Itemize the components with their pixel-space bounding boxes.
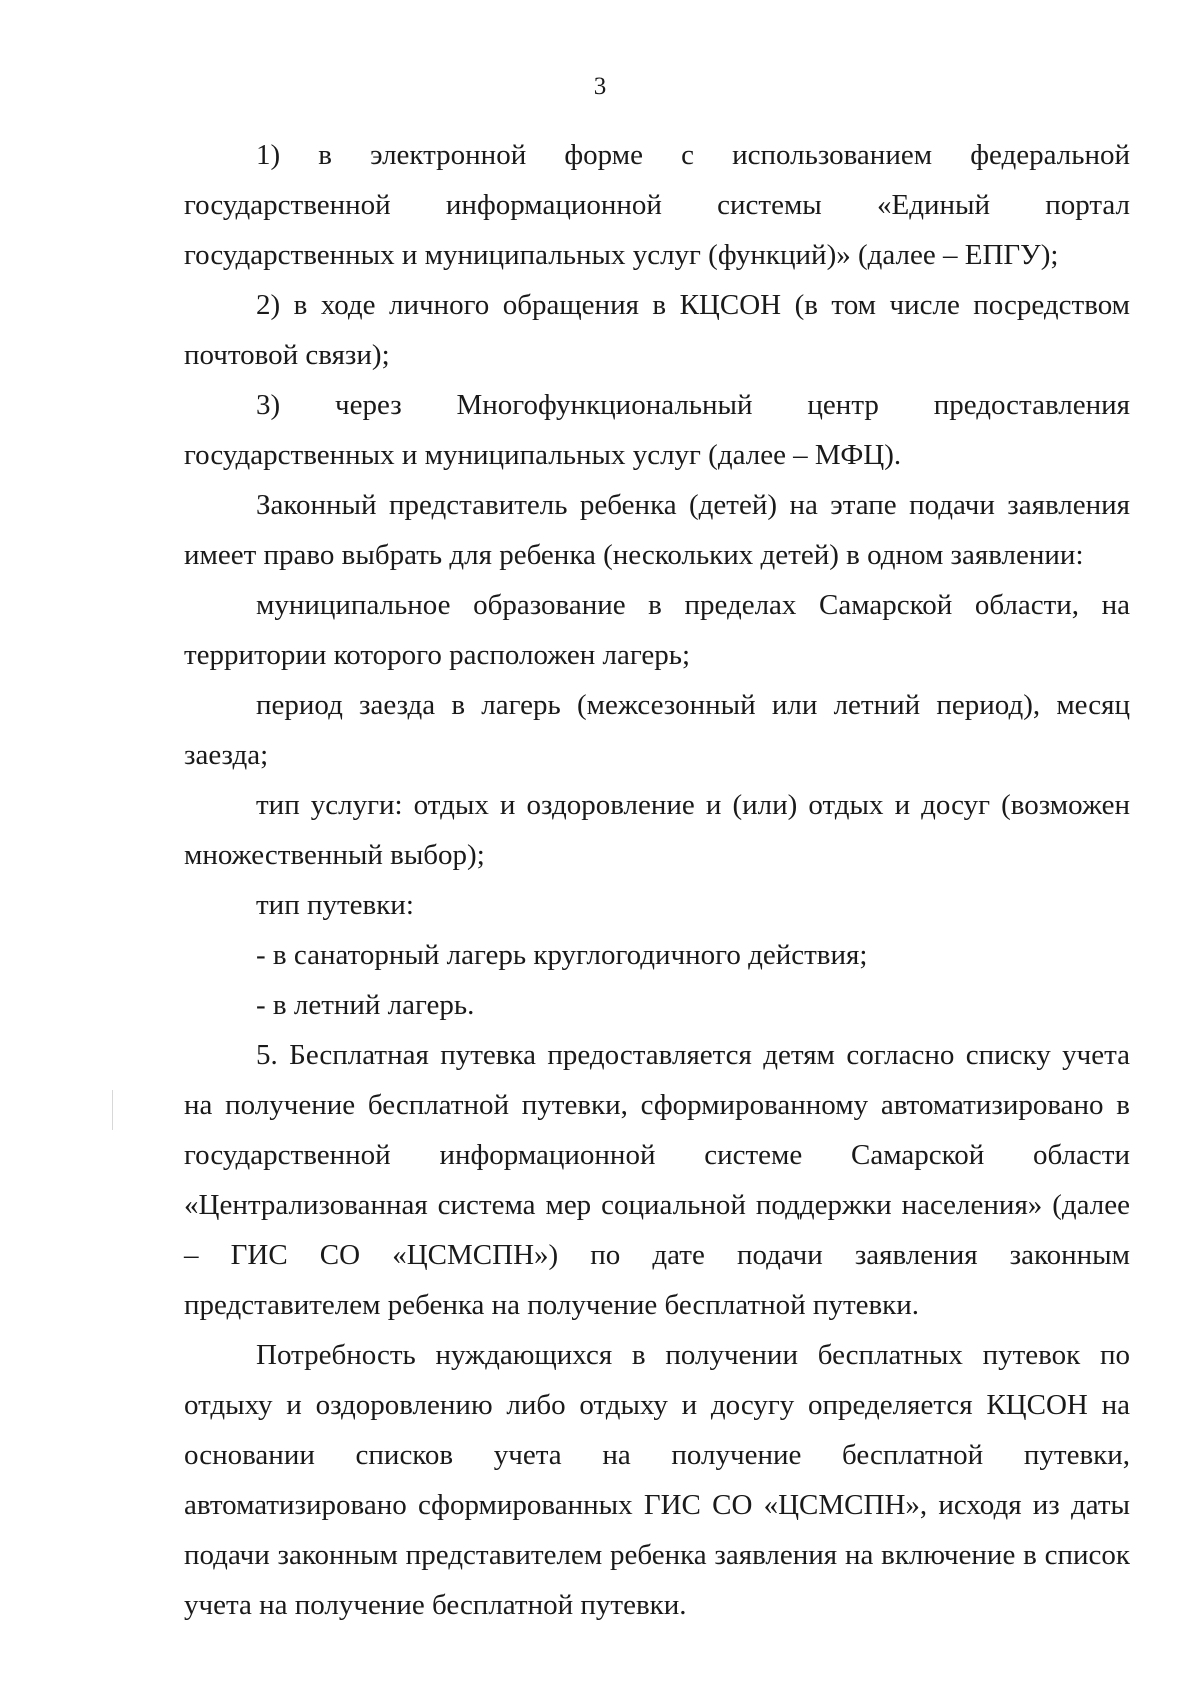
document-body xyxy=(184,130,1130,1630)
paragraph-free-voucher: 5. Бесплатная путевка предоставляется детям согласно списку учета на получение бесплатной путевки, сформированному автоматизировано в государственной информационной системе Самарской области «Централизованная система мер социальной поддержки населения» (далее – ГИС СО «ЦСМСПН») по дате подачи заявления законным представителем ребенка на получение бесплатной путевки. xyxy=(184,1039,1130,1321)
paragraph-mfc: 3) через Многофункциональный центр предоставления государственных и муниципальных услуг (далее – МФЦ). xyxy=(184,389,1130,471)
paragraph-period: период заезда в лагерь (межсезонный или летний период), месяц заезда; xyxy=(184,689,1130,771)
list-item-summer-camp: - в летний лагерь. xyxy=(256,989,475,1021)
paragraph-epgu: 1) в электронной форме с использованием федеральной государственной информационной системы «Единый портал государственных и муниципальных услуг (функций)» (далее – ЕПГУ); xyxy=(184,139,1130,271)
paragraph-voucher-type: тип путевки: xyxy=(256,889,414,921)
paragraph-kcson: 2) в ходе личного обращения в КЦСОН (в том числе посредством почтовой связи); xyxy=(184,289,1130,371)
paragraph-representative: Законный представитель ребенка (детей) на этапе подачи заявления имеет право выбрать для ребенка (нескольких детей) в одном заявлении: xyxy=(184,489,1130,571)
paragraph-service-type: тип услуги: отдых и оздоровление и (или) отдых и досуг (возможен множественный выбор); xyxy=(184,789,1130,871)
paragraph-municipality: муниципальное образование в пределах Самарской области, на территории которого расположен лагерь; xyxy=(184,589,1130,671)
paragraph-need: Потребность нуждающихся в получении бесплатных путевок по отдыху и оздоровлению либо отдыху и досугу определяется КЦСОН на основании списков учета на получение бесплатной путевки, автоматизировано сформированных ГИС СО «ЦСМСПН», исходя из даты подачи законным представителем ребенка заявления на включение в список учета на получение бесплатной путевки. xyxy=(184,1339,1130,1621)
page-number: 3 xyxy=(593,73,607,100)
scan-margin-mark xyxy=(112,1090,113,1130)
list-item-sanatorium: - в санаторный лагерь круглогодичного действия; xyxy=(256,939,868,971)
